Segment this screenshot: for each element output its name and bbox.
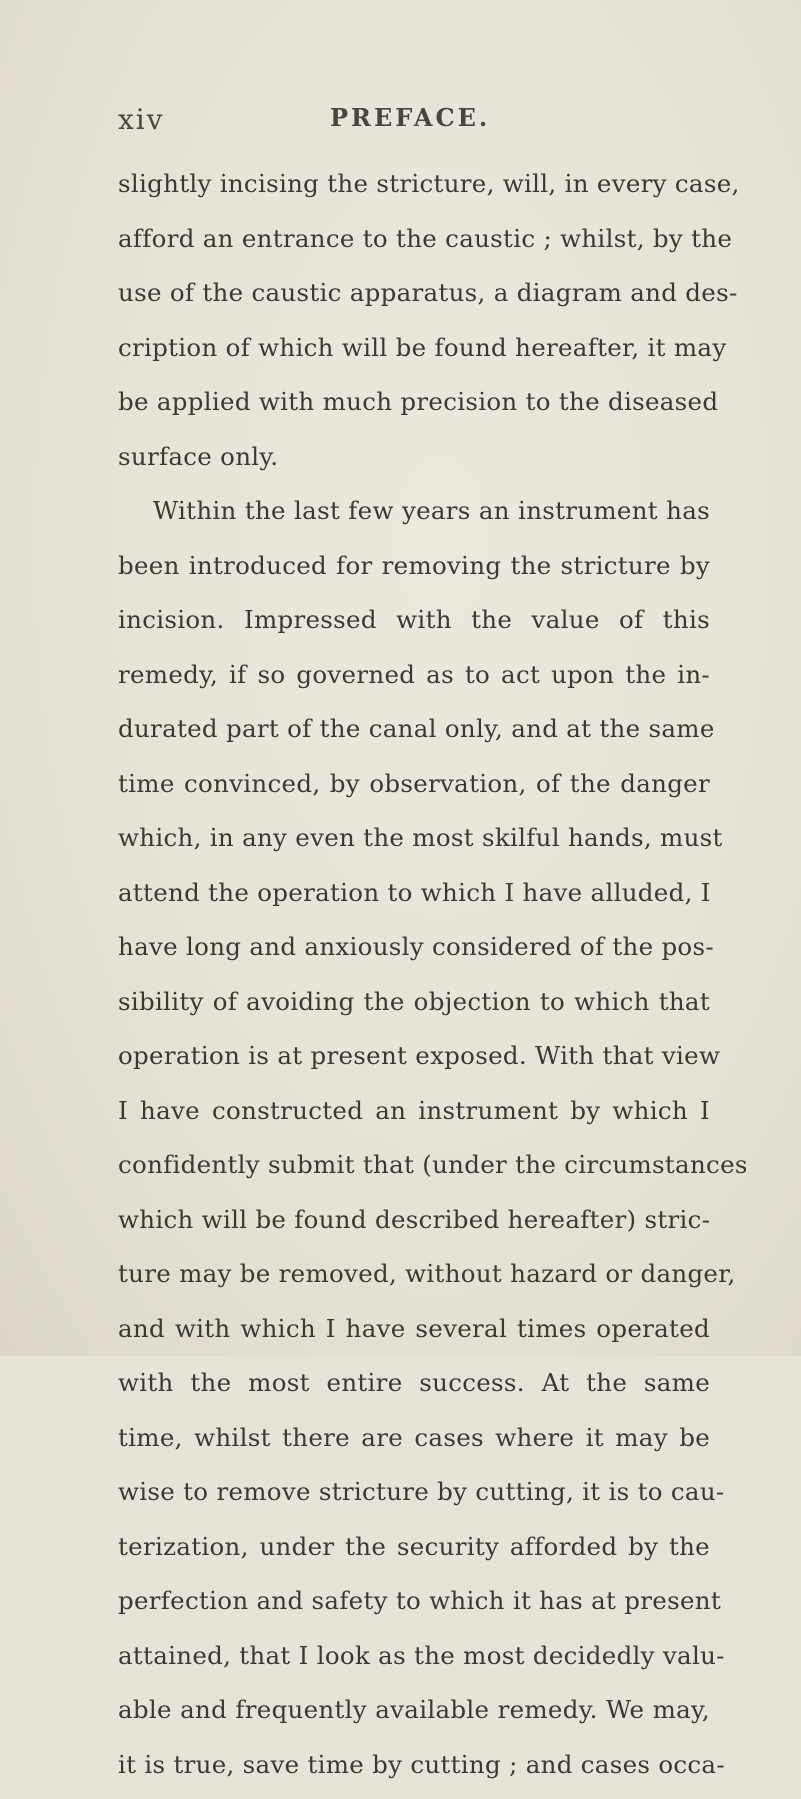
text-line: confidently submit that (under the circumstances [118,1145,710,1200]
text-line: I have constructed an instrument by which I [118,1091,710,1146]
running-head: PREFACE. [330,103,490,132]
text-line: it is true, save time by cutting ; and cases occa- [118,1745,710,1799]
text-line: remedy, if so governed as to act upon the in- [118,655,710,710]
text-line: slightly incising the stricture, will, in every case, [118,164,710,219]
text-line: afford an entrance to the caustic ; whilst, by the [118,219,710,274]
text-line: use of the caustic apparatus, a diagram and des- [118,273,710,328]
text-line: have long and anxiously considered of the pos- [118,927,710,982]
text-line: surface only. [118,437,710,492]
text-line: time, whilst there are cases where it may be [118,1418,710,1473]
text-line: perfection and safety to which it has at present [118,1581,710,1636]
text-line: sibility of avoiding the objection to which that [118,982,710,1037]
page-header [0,103,801,143]
page-number: xiv [118,103,165,136]
text-line: wise to remove stricture by cutting, it is to cau- [118,1472,710,1527]
text-line: with the most entire success. At the same [118,1363,710,1418]
text-line: able and frequently available remedy. We may, [118,1690,710,1745]
text-line: which will be found described hereafter) stric- [118,1200,710,1255]
text-line: and with which I have several times operated [118,1309,710,1364]
text-line: durated part of the canal only, and at the same [118,709,710,764]
text-line: be applied with much precision to the diseased [118,382,710,437]
text-line-paragraph-start: Within the last few years an instrument has [118,491,710,546]
text-line: attend the operation to which I have alluded, I [118,873,710,928]
text-line: time convinced, by observation, of the danger [118,764,710,819]
text-line: operation is at present exposed. With that view [118,1036,710,1091]
text-line: which, in any even the most skilful hands, must [118,818,710,873]
text-line: ture may be removed, without hazard or danger, [118,1254,710,1309]
text-line: terization, under the security afforded by the [118,1527,710,1582]
body-text [118,164,710,1799]
text-line: incision. Impressed with the value of this [118,600,710,655]
text-line: cription of which will be found hereafter, it may [118,328,710,383]
text-line: been introduced for removing the stricture by [118,546,710,601]
text-line: attained, that I look as the most decidedly valu- [118,1636,710,1691]
